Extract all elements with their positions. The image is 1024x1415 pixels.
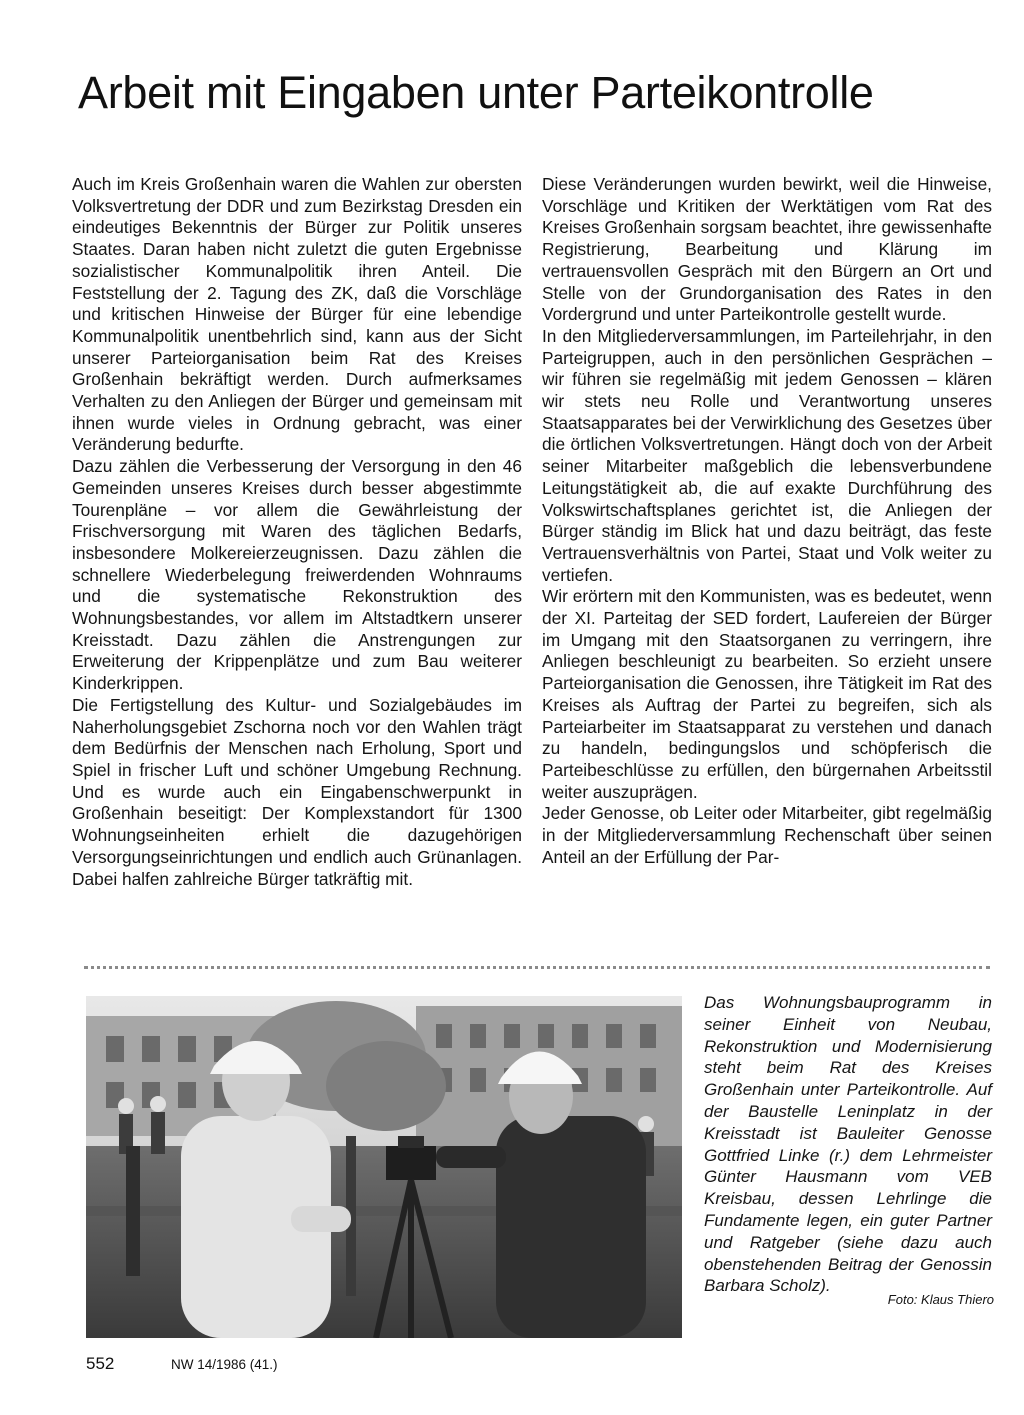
article-title: Arbeit mit Eingaben unter Parteikontrolle — [78, 67, 874, 118]
article-column-left — [72, 174, 522, 890]
photo-credit: Foto: Klaus Thiero — [887, 1292, 994, 1307]
issue-reference: NW 14/1986 (41.) — [171, 1357, 278, 1372]
paragraph: In den Mitgliederversammlungen, im Parteilehrjahr, in den Parteigruppen, auch in den persönlichen Gesprächen – wir führen sie regelmäßig mit jedem Genossen – klären wir stets neu Rolle und Verantwortung unseres Staatsapparates bei der Verwirklichung des Gesetzes über die örtlichen Volksvertretungen. Hängt doch von der Arbeit seiner Mitarbeiter maßgeblich die lebensverbundene Leitungstätigkeit ab, die auf exakte Durchführung des Volkswirtschaftsplanes gerichtet ist, die Anliegen der Bürger ständig im Blick hat und dazu beiträgt, das feste Vertrauensverhältnis von Partei, Staat und Volk weiter zu vertiefen. — [542, 325, 992, 585]
paragraph: Diese Veränderungen wurden bewirkt, weil die Hinweise, Vorschläge und Kritiken der Werktätigen vom Rat des Kreises Großenhain sorgsam beachtet, ihre gewissenhafte Registrierung, Bearbeitung und Klärung im vertrauensvollen Gespräch mit den Bürgern an Ort und Stelle von der Grundorganisation des Rates in den Vordergrund und unter Parteikontrolle gestellt wurde. — [542, 174, 992, 325]
construction-site-photo — [86, 996, 682, 1338]
photo-caption: Das Wohnungsbauprogramm in seiner Einheit von Neubau, Rekonstruktion und Modernisierung steht beim Rat des Kreises Großenhain unter Parteikontrolle. Auf der Baustelle Leninplatz in der Kreisstadt ist Bauleiter Genosse Gottfried Linke (r.) dem Lehrmeister Günter Hausmann vom VEB Kreisbau, dessen Lehrlinge die Fundamente legen, ein guter Partner und Ratgeber (siehe dazu auch obenstehenden Beitrag der Genossin Barbara Scholz). — [704, 993, 992, 1296]
paragraph: Die Fertigstellung des Kultur- und Sozialgebäudes im Naherholungsgebiet Zschorna noch vor den Wahlen trägt dem Bedürfnis der Menschen nach Erholung, Sport und Spiel in frischer Luft und schöner Umgebung Rechnung. Und es wurde auch ein Eingabenschwerpunkt in Großenhain beseitigt: Der Komplexstandort für 1300 Wohnungseinheiten erhielt die dazugehörigen Versorgungseinrichtungen und endlich auch Grünanlagen. Dabei halfen zahlreiche Bürger tatkräftig mit. — [72, 694, 522, 889]
paragraph: Jeder Genosse, ob Leiter oder Mitarbeiter, gibt regelmäßig in der Mitgliederversammlung Rechenschaft über seinen Anteil an der Erfüllung der Par- — [542, 803, 992, 867]
section-divider — [84, 966, 990, 969]
paragraph: Wir erörtern mit den Kommunisten, was es bedeutet, wenn der XI. Parteitag der SED fordert, Laufereien der Bürger im Umgang mit den Staatsorganen zu verringern, ihre Anliegen beschleunigt zu bearbeiten. So erzieht unsere Parteiorganisation die Genossen, ihre Tätigkeit im Rat des Kreises als Auftrag der Partei zu begreifen, sich als Parteiarbeiter im Staatsapparat zu verstehen und danach zu handeln, bedingungslos und schöpferisch die Parteibeschlüsse zu erfüllen, den bürgernahen Arbeitsstil weiter auszuprägen. — [542, 586, 992, 802]
article-column-right — [542, 174, 992, 869]
page-number: 552 — [86, 1354, 115, 1373]
wooden-post — [126, 1146, 140, 1276]
paragraph: Auch im Kreis Großenhain waren die Wahlen zur obersten Volksvertretung der DDR und zum Bezirkstag Dresden ein eindeutiges Bekenntnis der Bürger zur Politik unseres Staates. Daran haben nicht zuletzt die guten Ergebnisse sozialistischer Kommunalpolitik ihren Anteil. Die Feststellung der 2. Tagung des ZK, daß die Vorschläge und kritischen Hinweise der Bürger für eine lebendige Kommunalpolitik unentbehrlich sind, kann aus der Sicht unserer Parteiorganisation beim Rat des Kreises Großenhain bekräftigt werden. Durch aufmerksames Verhalten zu den Anliegen der Bürger und gemeinsam mit ihnen wurde vieles in Ordnung gebracht, was einer Veränderung bedurfte. — [72, 174, 522, 455]
photo-illustration — [86, 996, 682, 1338]
paragraph: Dazu zählen die Verbesserung der Versorgung in den 46 Gemeinden unseres Kreises durch besser abgestimmte Tourenpläne – vor allem die Gewährleistung der Frischversorgung mit Waren des täglichen Bedarfs, insbesondere Molkereierzeugnissen. Dazu zählen die schnellere Wiederbelegung freiwerdenden Wohnraums und die systematische Rekonstruktion des Wohnungsbestandes, vor allem im Altstadtkern unserer Kreisstadt. Dazu zählen die Anstrengungen zur Erweiterung der Krippenplätze und zum Bau weiterer Kinderkrippen. — [72, 456, 522, 694]
tree — [326, 1041, 446, 1131]
